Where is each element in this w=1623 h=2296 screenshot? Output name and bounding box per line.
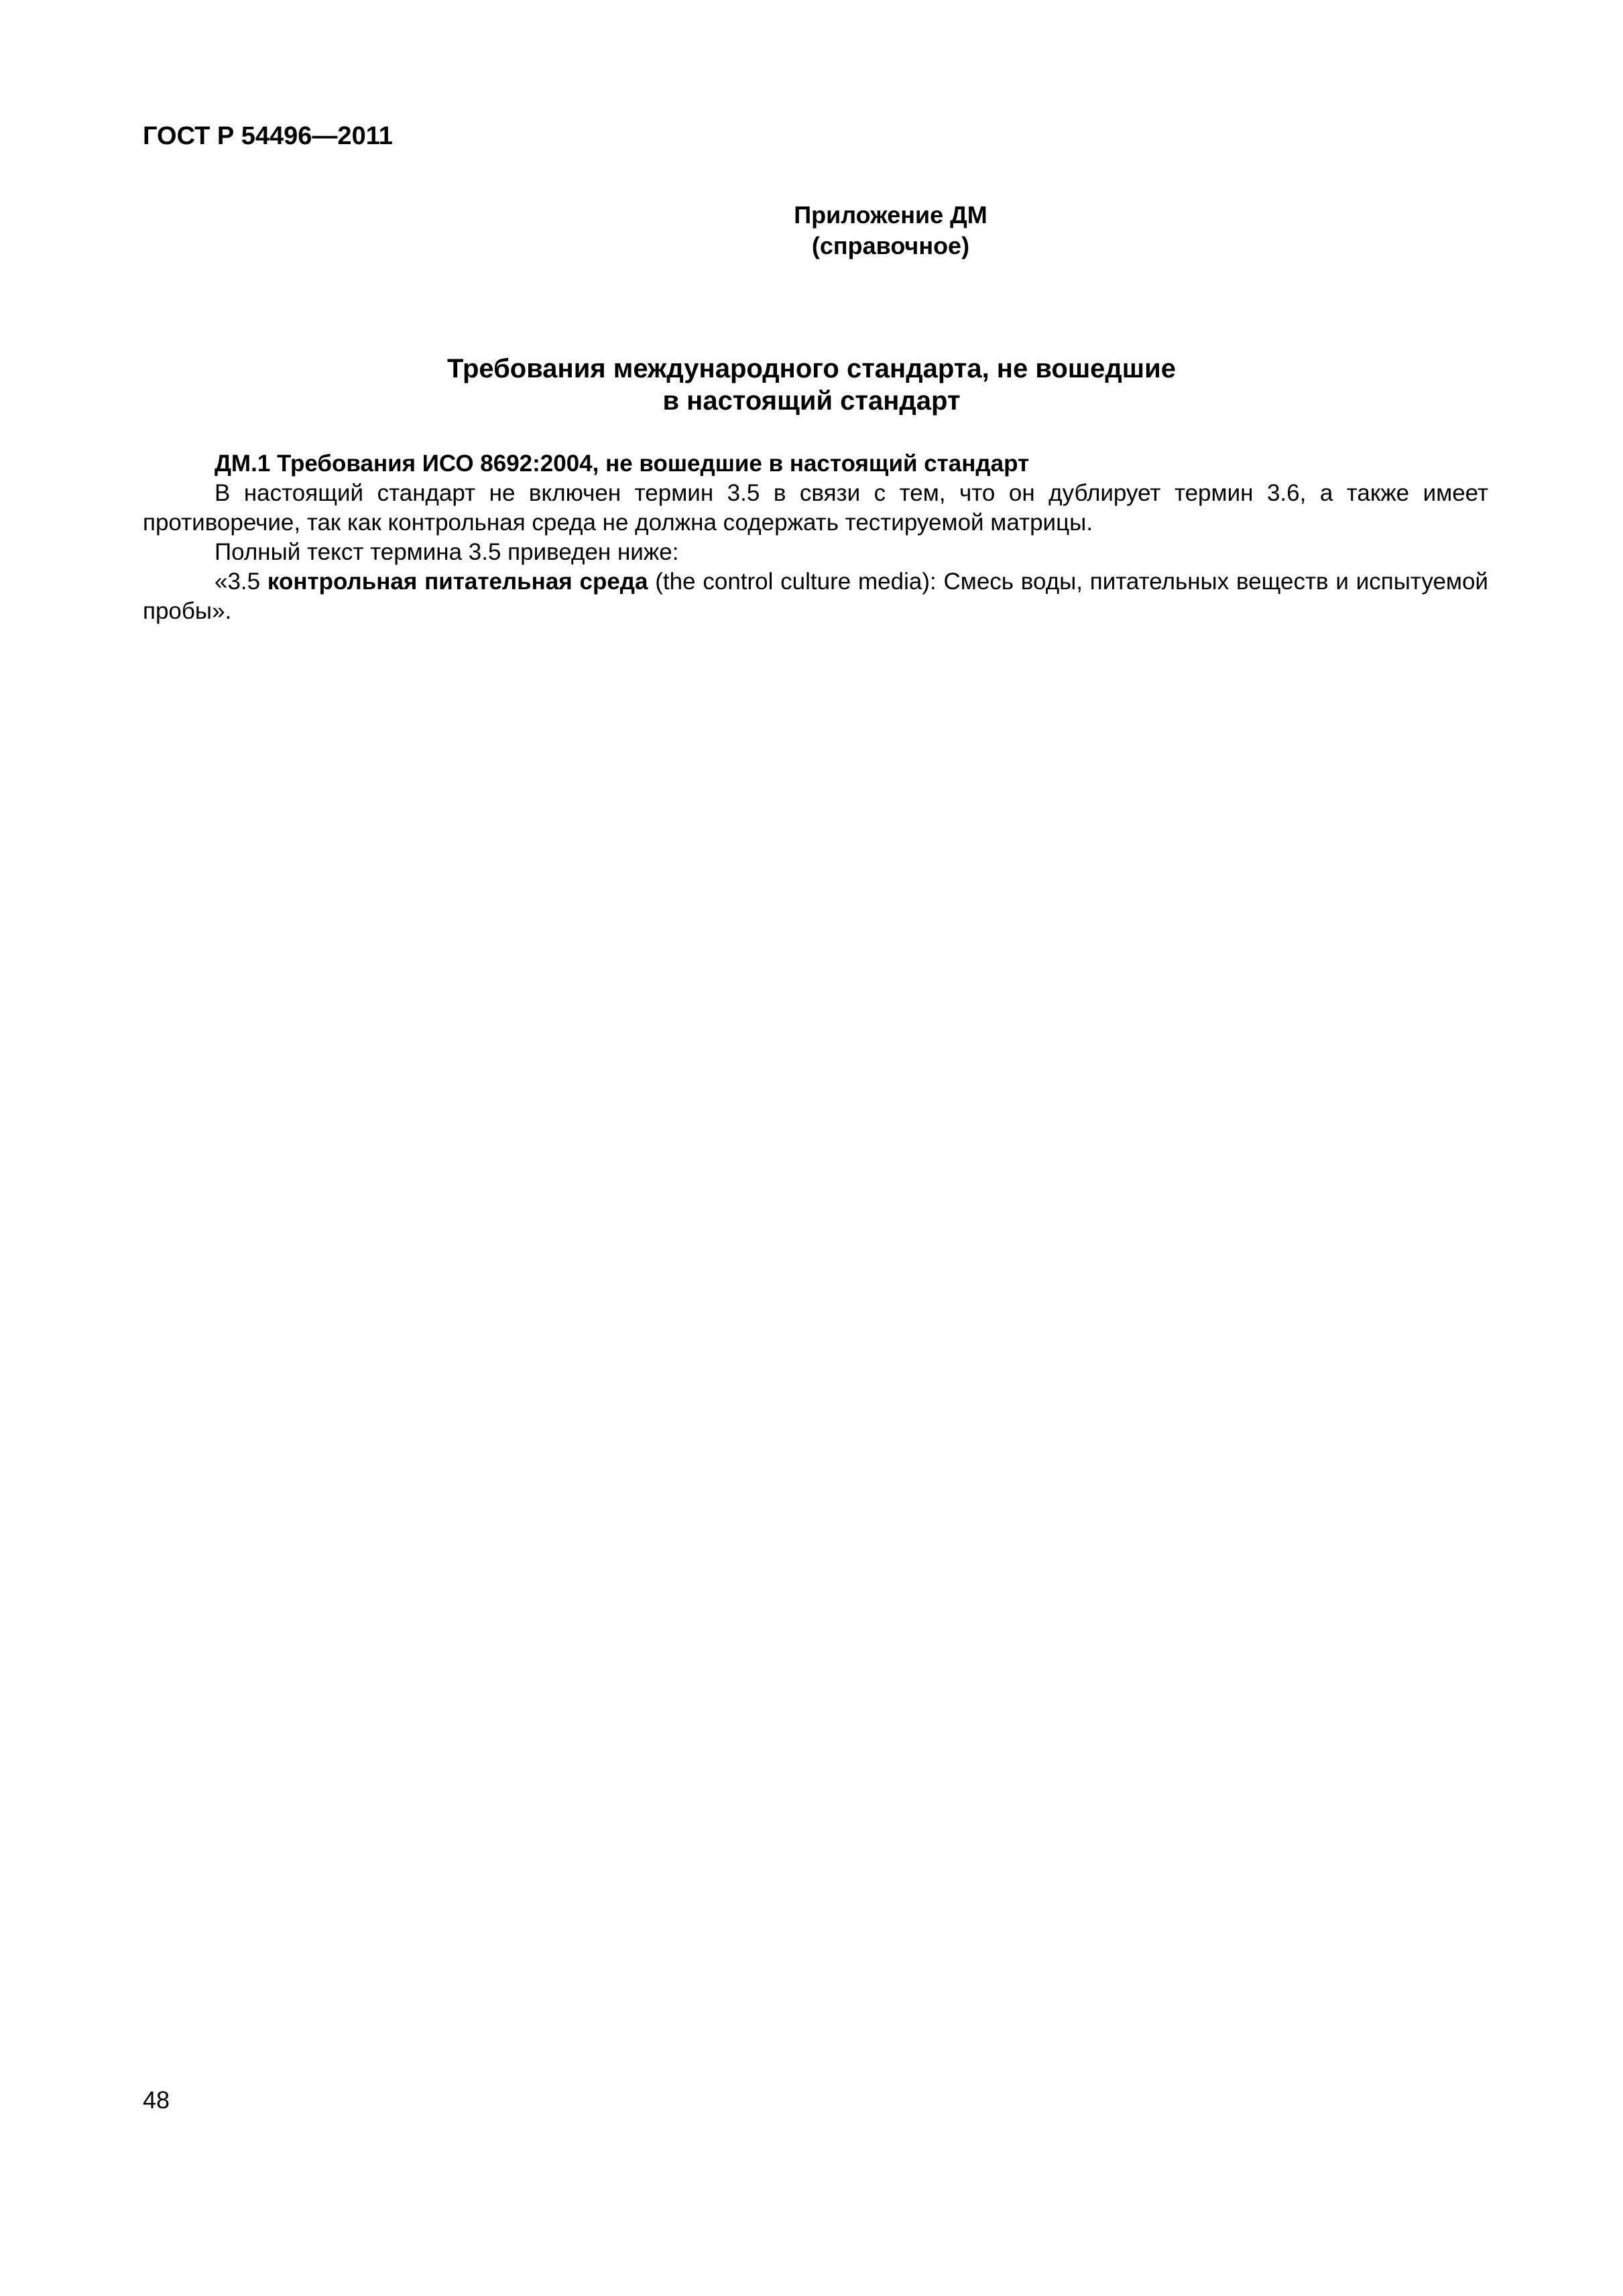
appendix-type: (справочное) bbox=[811, 232, 970, 259]
annex-title bbox=[0, 353, 1623, 417]
section-body bbox=[143, 449, 1488, 626]
quote-term: контрольная питательная среда bbox=[267, 568, 648, 595]
appendix-heading bbox=[0, 200, 1623, 261]
quote-definition: (the control culture media): Смесь воды, питательных веществ и испытуемой пробы». bbox=[143, 568, 1488, 624]
paragraph-quote bbox=[143, 567, 1488, 626]
annex-title-line-2: в настоящий стандарт bbox=[662, 386, 961, 416]
quote-prefix: «3.5 bbox=[215, 568, 267, 595]
section-heading: ДМ.1 Требования ИСО 8692:2004, не вошедшие в настоящий стандарт bbox=[215, 450, 1030, 477]
page-number: 48 bbox=[143, 2086, 170, 2114]
paragraph-exclusion: В настоящий стандарт не включен термин 3.5 в связи с тем, что он дублирует термин 3.6, а также имеет противоречие, так как контрольная среда не должна содержать тестируемой матрицы. bbox=[143, 480, 1488, 536]
paragraph-intro: Полный текст термина 3.5 приведен ниже: bbox=[215, 539, 679, 565]
document-code: ГОСТ Р 54496—2011 bbox=[143, 122, 393, 150]
appendix-label: Приложение ДМ bbox=[794, 201, 987, 229]
annex-title-line-1: Требования международного стандарта, не вошедшие bbox=[447, 354, 1176, 383]
